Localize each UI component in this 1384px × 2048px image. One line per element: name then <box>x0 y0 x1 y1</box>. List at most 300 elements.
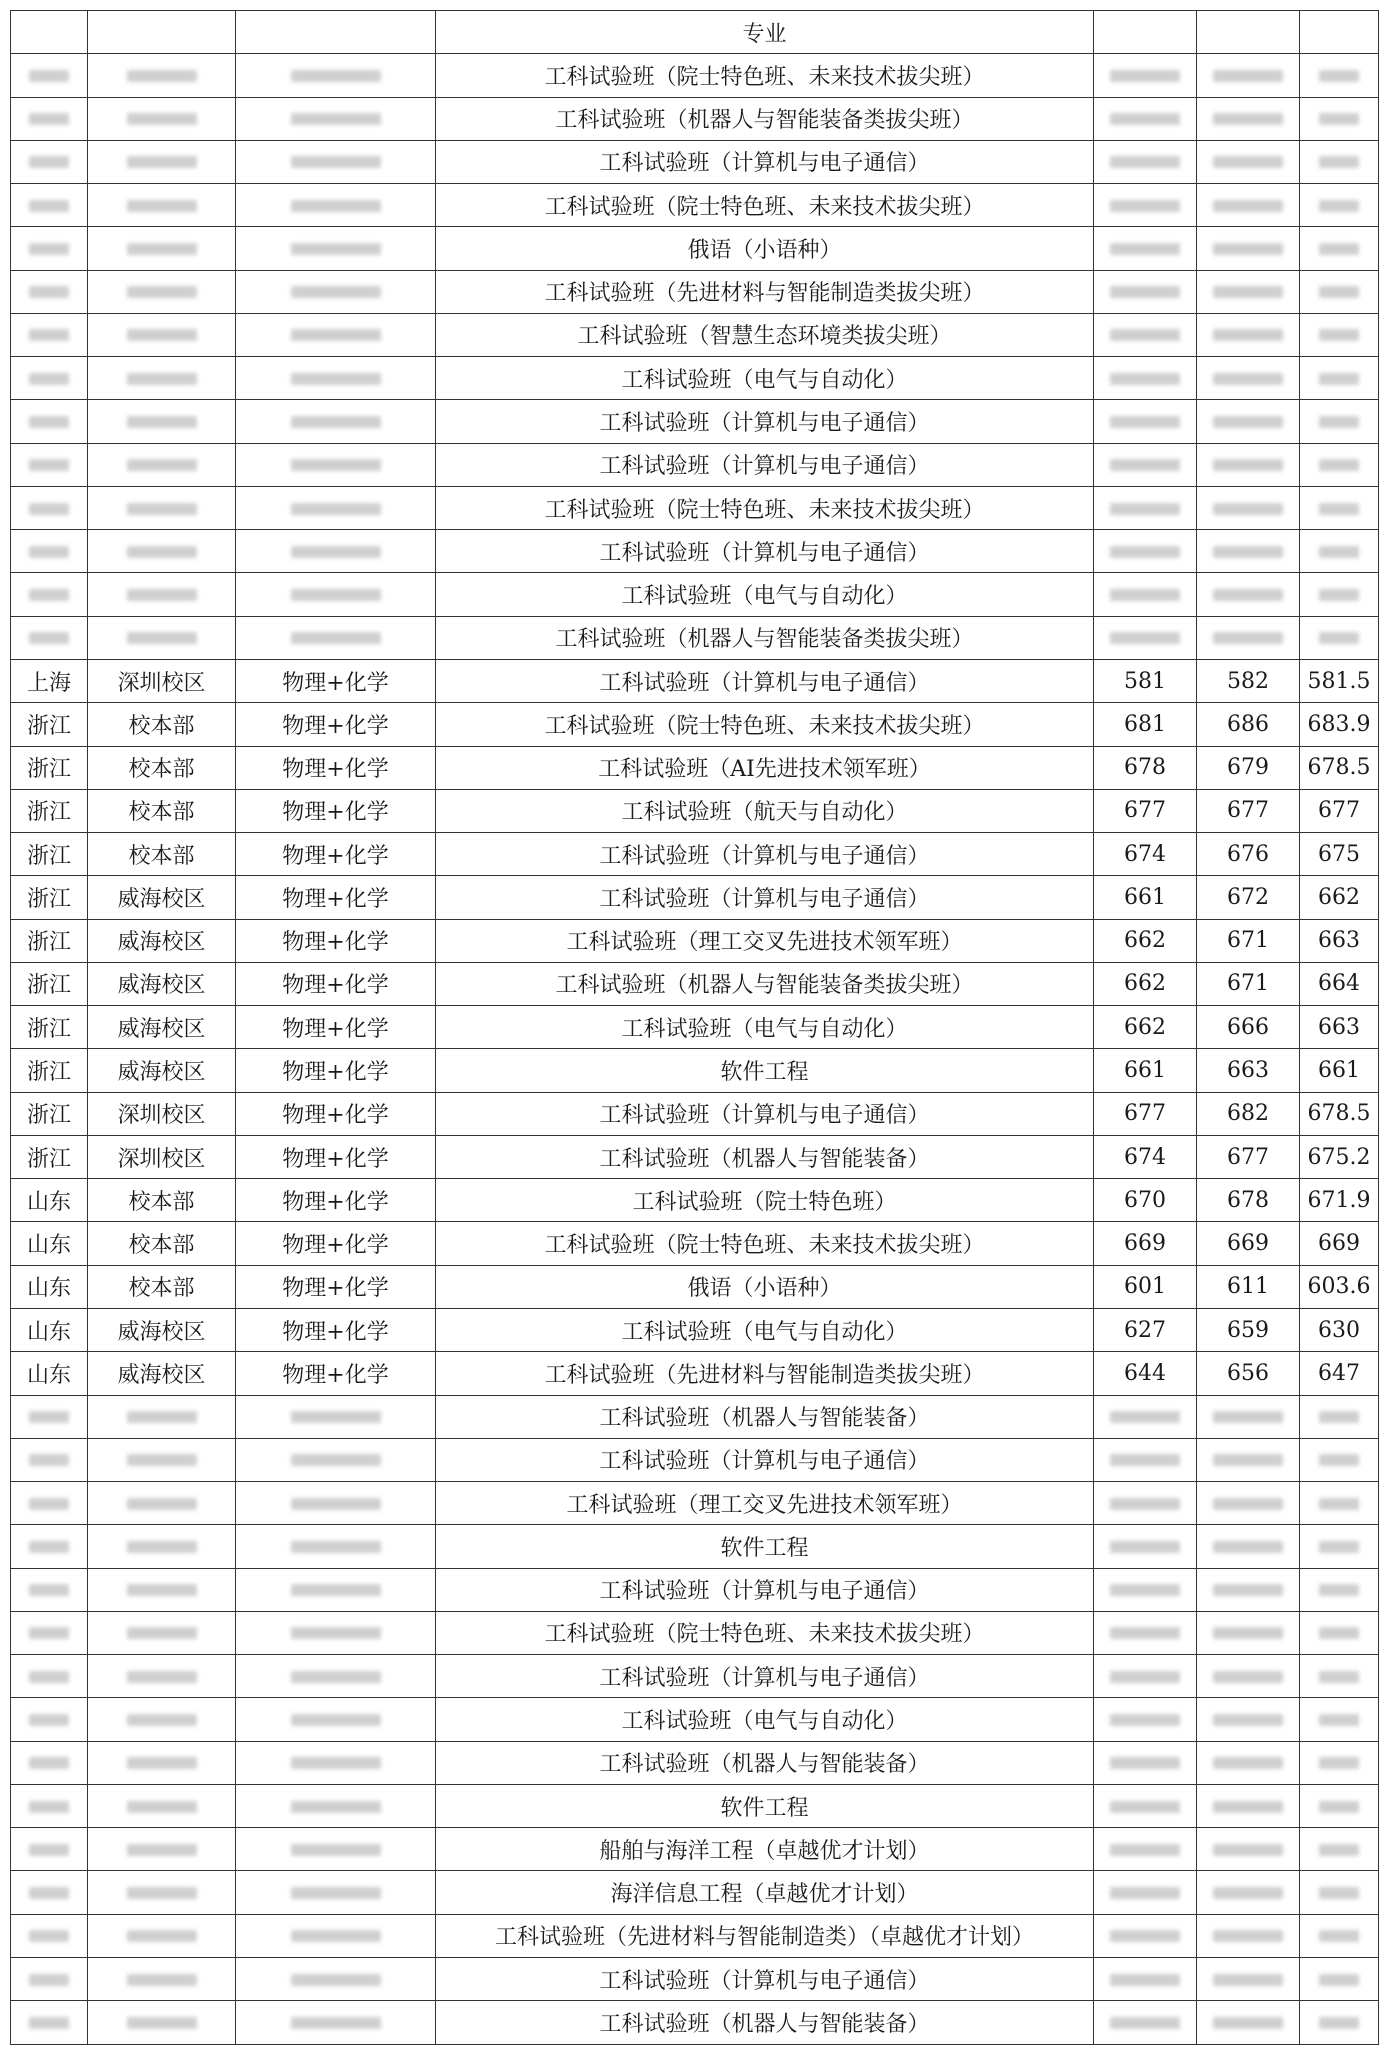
cell-province-obscured <box>11 1741 88 1784</box>
table-row-obscured <box>11 270 1379 313</box>
cell-avg-score-obscured <box>1300 1438 1379 1481</box>
cell-min-score: 671 <box>1197 919 1300 962</box>
redacted-mark <box>127 243 197 255</box>
cell-max-score-obscured <box>1094 1914 1197 1957</box>
cell-province-obscured <box>11 357 88 400</box>
redacted-mark <box>127 200 197 212</box>
cell-min-score-obscured <box>1197 400 1300 443</box>
cell-subjects-obscured <box>236 1741 436 1784</box>
table-row <box>11 659 1379 702</box>
cell-subjects-obscured <box>236 97 436 140</box>
redacted-mark <box>1110 1844 1180 1856</box>
cell-min-score: 663 <box>1197 1049 1300 1092</box>
cell-province-obscured <box>11 227 88 270</box>
redacted-mark <box>29 416 69 428</box>
redacted-mark <box>1319 1930 1359 1942</box>
cell-campus-obscured <box>88 573 236 616</box>
cell-campus-obscured <box>88 1438 236 1481</box>
redacted-mark <box>1319 416 1359 428</box>
cell-min-score-obscured <box>1197 1698 1300 1741</box>
redacted-mark <box>29 1757 69 1769</box>
cell-min-score-obscured <box>1197 443 1300 486</box>
cell-province: 上海 <box>11 659 88 702</box>
redacted-mark <box>1213 70 1283 82</box>
redacted-mark <box>29 1974 69 1986</box>
cell-subjects-obscured <box>236 1395 436 1438</box>
cell-max-score-obscured <box>1094 97 1197 140</box>
redacted-mark <box>1319 1671 1359 1683</box>
cell-min-score-obscured <box>1197 1395 1300 1438</box>
cell-subjects: 物理+化学 <box>236 919 436 962</box>
redacted-mark <box>127 459 197 471</box>
redacted-mark <box>1110 329 1180 341</box>
redacted-mark <box>1319 113 1359 125</box>
cell-campus: 威海校区 <box>88 1308 236 1351</box>
cell-subjects-obscured <box>236 1438 436 1481</box>
redacted-mark <box>127 1801 197 1813</box>
cell-campus-obscured <box>88 530 236 573</box>
cell-province-obscured <box>11 1957 88 2000</box>
redacted-mark <box>1213 1887 1283 1899</box>
cell-max-score: 661 <box>1094 876 1197 919</box>
redacted-mark <box>127 503 197 515</box>
redacted-mark <box>1110 459 1180 471</box>
redacted-mark <box>1319 1411 1359 1423</box>
cell-campus-obscured <box>88 1957 236 2000</box>
cell-major: 工科试验班（计算机与电子通信） <box>436 833 1094 876</box>
redacted-mark <box>1110 416 1180 428</box>
cell-campus: 深圳校区 <box>88 1092 236 1135</box>
cell-major: 工科试验班（计算机与电子通信） <box>436 1568 1094 1611</box>
redacted-mark <box>1213 1844 1283 1856</box>
cell-subjects: 物理+化学 <box>236 1265 436 1308</box>
cell-max-score-obscured <box>1094 54 1197 97</box>
redacted-mark <box>1319 156 1359 168</box>
redacted-mark <box>1213 1584 1283 1596</box>
cell-major: 工科试验班（先进材料与智能制造类拔尖班） <box>436 270 1094 313</box>
table-row-obscured <box>11 140 1379 183</box>
cell-province: 浙江 <box>11 789 88 832</box>
cell-campus-obscured <box>88 1525 236 1568</box>
cell-campus: 威海校区 <box>88 962 236 1005</box>
admission-score-table <box>10 10 1379 2045</box>
redacted-mark <box>291 1541 381 1553</box>
cell-avg-score-obscured <box>1300 1784 1379 1827</box>
table-row <box>11 1135 1379 1178</box>
cell-avg-score: 675.2 <box>1300 1135 1379 1178</box>
redacted-mark <box>127 1757 197 1769</box>
cell-campus-obscured <box>88 140 236 183</box>
cell-avg-score-obscured <box>1300 1914 1379 1957</box>
cell-max-score-obscured <box>1094 486 1197 529</box>
cell-max-score-obscured <box>1094 1784 1197 1827</box>
redacted-mark <box>29 632 69 644</box>
cell-subjects-obscured <box>236 1957 436 2000</box>
redacted-mark <box>291 1714 381 1726</box>
redacted-mark <box>127 1498 197 1510</box>
redacted-mark <box>127 1714 197 1726</box>
redacted-mark <box>291 416 381 428</box>
cell-province-obscured <box>11 443 88 486</box>
cell-subjects-obscured <box>236 1655 436 1698</box>
cell-province-obscured <box>11 616 88 659</box>
cell-major: 工科试验班（电气与自动化） <box>436 1006 1094 1049</box>
table-row-obscured <box>11 97 1379 140</box>
cell-subjects-obscured <box>236 616 436 659</box>
cell-major: 工科试验班（理工交叉先进技术领军班） <box>436 919 1094 962</box>
redacted-mark <box>1213 1498 1283 1510</box>
redacted-mark <box>291 589 381 601</box>
cell-campus: 校本部 <box>88 1265 236 1308</box>
cell-province: 浙江 <box>11 962 88 1005</box>
cell-max-score-obscured <box>1094 443 1197 486</box>
cell-major: 工科试验班（院士特色班） <box>436 1179 1094 1222</box>
redacted-mark <box>1110 1887 1180 1899</box>
redacted-mark <box>1319 1714 1359 1726</box>
redacted-mark <box>1319 1454 1359 1466</box>
redacted-mark <box>1110 503 1180 515</box>
cell-province: 浙江 <box>11 1092 88 1135</box>
cell-major: 工科试验班（电气与自动化） <box>436 1698 1094 1741</box>
cell-province-obscured <box>11 486 88 529</box>
redacted-mark <box>291 2017 381 2029</box>
table-row-obscured <box>11 1784 1379 1827</box>
redacted-mark <box>29 113 69 125</box>
cell-min-score: 669 <box>1197 1222 1300 1265</box>
header-cell <box>1300 11 1379 54</box>
table-row <box>11 833 1379 876</box>
cell-campus-obscured <box>88 227 236 270</box>
redacted-mark <box>1319 632 1359 644</box>
cell-min-score-obscured <box>1197 1957 1300 2000</box>
redacted-mark <box>29 70 69 82</box>
cell-avg-score-obscured <box>1300 1957 1379 2000</box>
cell-max-score-obscured <box>1094 530 1197 573</box>
cell-max-score: 627 <box>1094 1308 1197 1351</box>
cell-campus: 校本部 <box>88 789 236 832</box>
cell-avg-score: 678.5 <box>1300 746 1379 789</box>
header-major: 专业 <box>436 11 1094 54</box>
cell-avg-score-obscured <box>1300 270 1379 313</box>
redacted-mark <box>1319 1757 1359 1769</box>
cell-max-score-obscured <box>1094 227 1197 270</box>
cell-min-score-obscured <box>1197 1871 1300 1914</box>
cell-major: 工科试验班（院士特色班、未来技术拔尖班） <box>436 1611 1094 1654</box>
table-row <box>11 746 1379 789</box>
redacted-mark <box>291 286 381 298</box>
cell-campus: 威海校区 <box>88 1352 236 1395</box>
cell-min-score: 676 <box>1197 833 1300 876</box>
cell-subjects-obscured <box>236 54 436 97</box>
cell-min-score-obscured <box>1197 184 1300 227</box>
table-row <box>11 789 1379 832</box>
cell-avg-score-obscured <box>1300 1698 1379 1741</box>
cell-campus-obscured <box>88 1482 236 1525</box>
cell-province-obscured <box>11 2001 88 2045</box>
table-row-obscured <box>11 1741 1379 1784</box>
table-row <box>11 919 1379 962</box>
table-row-obscured <box>11 1395 1379 1438</box>
cell-subjects: 物理+化学 <box>236 1222 436 1265</box>
cell-min-score-obscured <box>1197 1655 1300 1698</box>
cell-avg-score-obscured <box>1300 140 1379 183</box>
cell-major: 工科试验班（计算机与电子通信） <box>436 530 1094 573</box>
redacted-mark <box>291 546 381 558</box>
cell-avg-score-obscured <box>1300 313 1379 356</box>
redacted-mark <box>1319 546 1359 558</box>
cell-avg-score-obscured <box>1300 1871 1379 1914</box>
table-row <box>11 1265 1379 1308</box>
redacted-mark <box>29 589 69 601</box>
redacted-mark <box>1213 1930 1283 1942</box>
cell-min-score-obscured <box>1197 486 1300 529</box>
cell-campus-obscured <box>88 357 236 400</box>
redacted-mark <box>127 373 197 385</box>
cell-avg-score-obscured <box>1300 227 1379 270</box>
cell-avg-score: 647 <box>1300 1352 1379 1395</box>
cell-avg-score-obscured <box>1300 1482 1379 1525</box>
cell-subjects-obscured <box>236 357 436 400</box>
header-cell <box>236 11 436 54</box>
redacted-mark <box>29 1411 69 1423</box>
cell-major: 工科试验班（计算机与电子通信） <box>436 140 1094 183</box>
cell-avg-score-obscured <box>1300 1741 1379 1784</box>
cell-major: 软件工程 <box>436 1049 1094 1092</box>
redacted-mark <box>291 1930 381 1942</box>
redacted-mark <box>1110 156 1180 168</box>
table-row-obscured <box>11 54 1379 97</box>
table-row-obscured <box>11 2001 1379 2045</box>
cell-subjects-obscured <box>236 227 436 270</box>
redacted-mark <box>1213 243 1283 255</box>
cell-min-score-obscured <box>1197 573 1300 616</box>
table-row-obscured <box>11 530 1379 573</box>
cell-major: 工科试验班（计算机与电子通信） <box>436 1655 1094 1698</box>
cell-max-score-obscured <box>1094 1655 1197 1698</box>
cell-subjects-obscured <box>236 313 436 356</box>
cell-min-score-obscured <box>1197 313 1300 356</box>
redacted-mark <box>1110 1541 1180 1553</box>
redacted-mark <box>127 156 197 168</box>
table-row <box>11 703 1379 746</box>
cell-avg-score-obscured <box>1300 184 1379 227</box>
redacted-mark <box>127 329 197 341</box>
cell-campus: 深圳校区 <box>88 659 236 702</box>
redacted-mark <box>1213 2017 1283 2029</box>
redacted-mark <box>1213 503 1283 515</box>
redacted-mark <box>291 1671 381 1683</box>
cell-campus: 校本部 <box>88 1179 236 1222</box>
table-row <box>11 1006 1379 1049</box>
cell-campus-obscured <box>88 443 236 486</box>
redacted-mark <box>127 1411 197 1423</box>
cell-campus-obscured <box>88 400 236 443</box>
table-row <box>11 1092 1379 1135</box>
cell-max-score: 677 <box>1094 789 1197 832</box>
cell-max-score-obscured <box>1094 573 1197 616</box>
redacted-mark <box>29 329 69 341</box>
cell-avg-score-obscured <box>1300 1525 1379 1568</box>
cell-province-obscured <box>11 1438 88 1481</box>
cell-min-score-obscured <box>1197 1741 1300 1784</box>
redacted-mark <box>291 200 381 212</box>
cell-min-score-obscured <box>1197 1611 1300 1654</box>
cell-subjects: 物理+化学 <box>236 746 436 789</box>
table-row <box>11 1222 1379 1265</box>
redacted-mark <box>1213 1627 1283 1639</box>
cell-subjects-obscured <box>236 1828 436 1871</box>
cell-province-obscured <box>11 1655 88 1698</box>
redacted-mark <box>1110 1930 1180 1942</box>
redacted-mark <box>291 1498 381 1510</box>
table-row-obscured <box>11 1871 1379 1914</box>
cell-subjects: 物理+化学 <box>236 789 436 832</box>
cell-max-score-obscured <box>1094 1395 1197 1438</box>
cell-subjects: 物理+化学 <box>236 703 436 746</box>
redacted-mark <box>1213 200 1283 212</box>
cell-max-score: 678 <box>1094 746 1197 789</box>
cell-min-score: 656 <box>1197 1352 1300 1395</box>
header-cell <box>88 11 236 54</box>
redacted-mark <box>1110 1714 1180 1726</box>
redacted-mark <box>1319 1541 1359 1553</box>
table-row-obscured <box>11 1525 1379 1568</box>
table-row <box>11 1308 1379 1351</box>
table-row-obscured <box>11 1438 1379 1481</box>
redacted-mark <box>1319 2017 1359 2029</box>
cell-min-score-obscured <box>1197 1525 1300 1568</box>
redacted-mark <box>29 1887 69 1899</box>
cell-max-score: 644 <box>1094 1352 1197 1395</box>
cell-avg-score: 662 <box>1300 876 1379 919</box>
cell-major: 工科试验班（计算机与电子通信） <box>436 1438 1094 1481</box>
cell-max-score-obscured <box>1094 184 1197 227</box>
cell-province-obscured <box>11 573 88 616</box>
cell-max-score: 669 <box>1094 1222 1197 1265</box>
redacted-mark <box>1319 459 1359 471</box>
redacted-mark <box>1213 546 1283 558</box>
cell-min-score-obscured <box>1197 616 1300 659</box>
redacted-mark <box>291 1974 381 1986</box>
cell-major: 工科试验班（机器人与智能装备类拔尖班） <box>436 97 1094 140</box>
cell-campus-obscured <box>88 486 236 529</box>
redacted-mark <box>1110 113 1180 125</box>
cell-min-score-obscured <box>1197 1828 1300 1871</box>
redacted-mark <box>1110 1974 1180 1986</box>
redacted-mark <box>1110 373 1180 385</box>
cell-major: 工科试验班（理工交叉先进技术领军班） <box>436 1482 1094 1525</box>
cell-province-obscured <box>11 1914 88 1957</box>
cell-province-obscured <box>11 1871 88 1914</box>
cell-province-obscured <box>11 184 88 227</box>
cell-avg-score-obscured <box>1300 357 1379 400</box>
cell-min-score: 678 <box>1197 1179 1300 1222</box>
redacted-mark <box>1213 1454 1283 1466</box>
redacted-mark <box>291 503 381 515</box>
redacted-mark <box>291 1627 381 1639</box>
cell-major: 工科试验班（计算机与电子通信） <box>436 400 1094 443</box>
cell-subjects-obscured <box>236 400 436 443</box>
cell-major: 工科试验班（机器人与智能装备类拔尖班） <box>436 616 1094 659</box>
redacted-mark <box>1213 1671 1283 1683</box>
cell-province: 浙江 <box>11 833 88 876</box>
cell-province-obscured <box>11 313 88 356</box>
redacted-mark <box>291 1844 381 1856</box>
cell-min-score-obscured <box>1197 270 1300 313</box>
redacted-mark <box>29 2017 69 2029</box>
cell-max-score-obscured <box>1094 1525 1197 1568</box>
cell-subjects-obscured <box>236 1914 436 1957</box>
table-row-obscured <box>11 1914 1379 1957</box>
cell-max-score: 581 <box>1094 659 1197 702</box>
cell-avg-score-obscured <box>1300 54 1379 97</box>
table-row-obscured <box>11 486 1379 529</box>
cell-min-score-obscured <box>1197 1482 1300 1525</box>
cell-major: 工科试验班（院士特色班、未来技术拔尖班） <box>436 54 1094 97</box>
cell-province-obscured <box>11 1828 88 1871</box>
cell-min-score: 671 <box>1197 962 1300 1005</box>
redacted-mark <box>1319 1887 1359 1899</box>
table-row-obscured <box>11 1655 1379 1698</box>
table-row-obscured <box>11 1482 1379 1525</box>
cell-province: 浙江 <box>11 1049 88 1092</box>
cell-province: 山东 <box>11 1222 88 1265</box>
redacted-mark <box>1213 113 1283 125</box>
cell-major: 工科试验班（智慧生态环境类拔尖班） <box>436 313 1094 356</box>
cell-campus: 威海校区 <box>88 1006 236 1049</box>
cell-min-score-obscured <box>1197 1914 1300 1957</box>
table-row <box>11 1049 1379 1092</box>
redacted-mark <box>291 459 381 471</box>
redacted-mark <box>291 1757 381 1769</box>
redacted-mark <box>1110 1801 1180 1813</box>
redacted-mark <box>127 1454 197 1466</box>
redacted-mark <box>127 70 197 82</box>
cell-major: 俄语（小语种） <box>436 1265 1094 1308</box>
cell-subjects: 物理+化学 <box>236 1092 436 1135</box>
cell-campus-obscured <box>88 313 236 356</box>
cell-max-score: 674 <box>1094 1135 1197 1178</box>
redacted-mark <box>29 1584 69 1596</box>
cell-subjects-obscured <box>236 573 436 616</box>
table-row <box>11 1179 1379 1222</box>
table-row-obscured <box>11 184 1379 227</box>
cell-campus: 威海校区 <box>88 876 236 919</box>
cell-major: 工科试验班（航天与自动化） <box>436 789 1094 832</box>
cell-avg-score-obscured <box>1300 443 1379 486</box>
table-row-obscured <box>11 616 1379 659</box>
cell-avg-score: 664 <box>1300 962 1379 1005</box>
cell-min-score: 611 <box>1197 1265 1300 1308</box>
redacted-mark <box>127 1974 197 1986</box>
cell-province: 山东 <box>11 1265 88 1308</box>
table-row-obscured <box>11 1698 1379 1741</box>
header-cell <box>1094 11 1197 54</box>
cell-province-obscured <box>11 1568 88 1611</box>
cell-min-score-obscured <box>1197 357 1300 400</box>
cell-subjects: 物理+化学 <box>236 962 436 1005</box>
cell-max-score: 674 <box>1094 833 1197 876</box>
cell-max-score-obscured <box>1094 1611 1197 1654</box>
cell-province-obscured <box>11 1395 88 1438</box>
redacted-mark <box>1319 1627 1359 1639</box>
redacted-mark <box>1213 286 1283 298</box>
cell-subjects-obscured <box>236 1525 436 1568</box>
cell-province-obscured <box>11 97 88 140</box>
cell-avg-score-obscured <box>1300 1395 1379 1438</box>
cell-subjects: 物理+化学 <box>236 876 436 919</box>
redacted-mark <box>29 1627 69 1639</box>
